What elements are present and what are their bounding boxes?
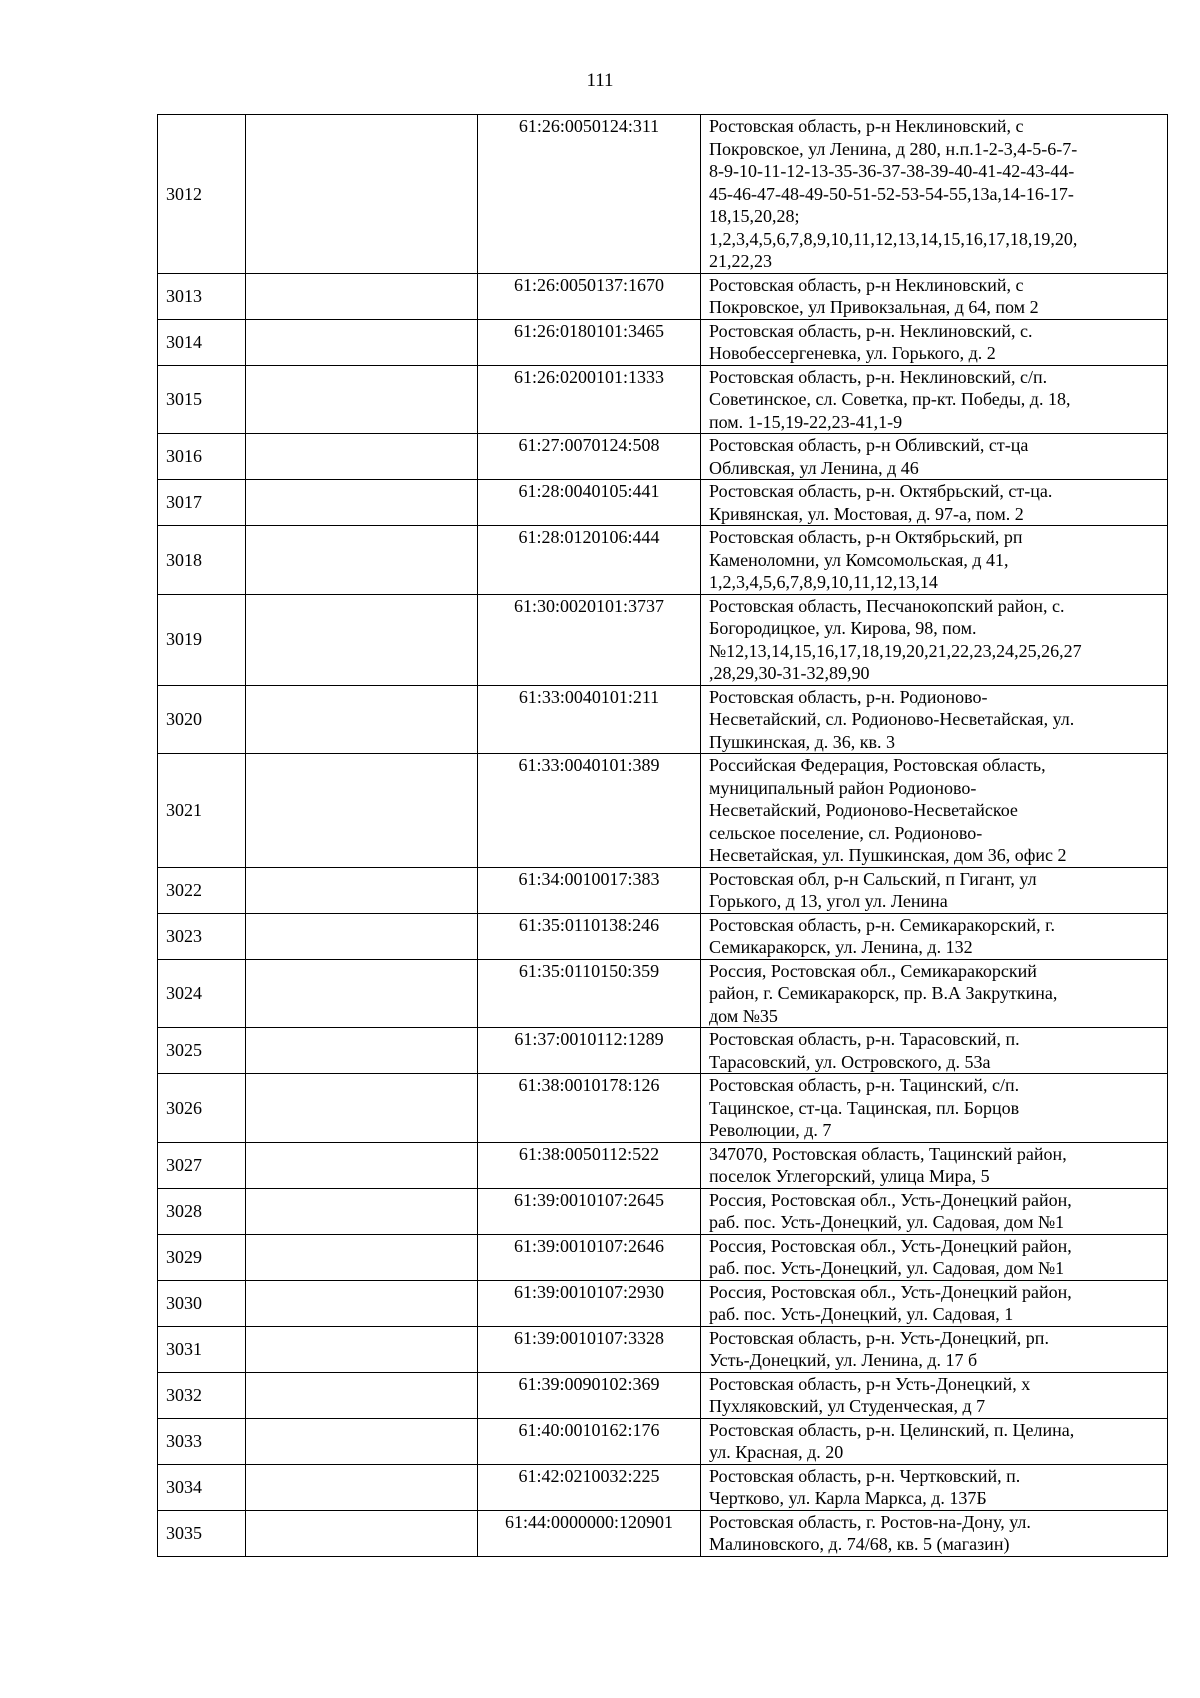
address-cell <box>701 1234 1168 1280</box>
address-cell <box>701 867 1168 913</box>
row-number-cell: 3014 <box>158 319 246 365</box>
cadastral-number-cell: 61:39:0010107:2645 <box>478 1188 701 1234</box>
row-number-cell: 3030 <box>158 1280 246 1326</box>
address-line: поселок Углегорский, улица Мира, 5 <box>709 1166 990 1186</box>
empty-cell <box>246 273 478 319</box>
address-line: Богородицкое, ул. Кирова, 98, пом. <box>709 618 977 638</box>
property-table-body <box>158 115 1168 1557</box>
empty-cell <box>246 480 478 526</box>
cadastral-number-cell: 61:26:0050124:311 <box>478 115 701 274</box>
address-line: Усть-Донецкий, ул. Ленина, д. 17 б <box>709 1350 978 1370</box>
row-number-cell: 3016 <box>158 434 246 480</box>
empty-cell <box>246 526 478 595</box>
address-cell <box>701 1142 1168 1188</box>
address-cell <box>701 1074 1168 1143</box>
cadastral-number-cell: 61:26:0180101:3465 <box>478 319 701 365</box>
table-row <box>158 754 1168 868</box>
table-row <box>158 1234 1168 1280</box>
cadastral-number-cell: 61:35:0110138:246 <box>478 913 701 959</box>
table-row <box>158 913 1168 959</box>
empty-cell <box>246 1280 478 1326</box>
address-line: 21,22,23 <box>709 251 772 271</box>
address-line: Ростовская область, р-н. Целинский, п. Целина, <box>709 1419 1075 1440</box>
address-line: дом №35 <box>709 1005 778 1026</box>
address-line: Ростовская область, р-н Октябрьский, рп <box>709 527 1023 547</box>
cadastral-number-cell: 61:38:0010178:126 <box>478 1074 701 1143</box>
empty-cell <box>246 1028 478 1074</box>
address-cell <box>701 1372 1168 1418</box>
table-row <box>158 1326 1168 1372</box>
row-number-cell: 3017 <box>158 480 246 526</box>
address-cell <box>701 319 1168 365</box>
empty-cell <box>246 959 478 1028</box>
address-cell <box>701 913 1168 959</box>
cadastral-number-cell: 61:34:0010017:383 <box>478 867 701 913</box>
address-cell <box>701 1464 1168 1510</box>
address-line: Советинское, сл. Советка, пр-кт. Победы, д. 18, <box>709 389 1071 409</box>
address-line: Несветайский, сл. Родионово-Несветайская, ул. <box>709 709 1075 729</box>
table-row <box>158 1464 1168 1510</box>
address-line: ,28,29,30-31-32,89,90 <box>709 663 870 683</box>
table-row <box>158 1418 1168 1464</box>
address-cell <box>701 685 1168 754</box>
empty-cell <box>246 115 478 274</box>
table-row <box>158 319 1168 365</box>
address-line: Россия, Ростовская обл., Усть-Донецкий район, <box>709 1281 1072 1302</box>
address-line: Россия, Ростовская обл., Усть-Донецкий район, <box>709 1235 1072 1256</box>
row-number-cell: 3015 <box>158 365 246 434</box>
empty-cell <box>246 594 478 685</box>
empty-cell <box>246 913 478 959</box>
empty-cell <box>246 685 478 754</box>
property-table <box>157 114 1168 1557</box>
address-line: Чертково, ул. Карла Маркса, д. 137Б <box>709 1488 987 1508</box>
table-row <box>158 867 1168 913</box>
address-line: Малиновского, д. 74/68, кв. 5 (магазин) <box>709 1534 1010 1554</box>
table-row <box>158 434 1168 480</box>
address-line: 18,15,20,28; <box>709 206 800 226</box>
row-number-cell: 3025 <box>158 1028 246 1074</box>
cadastral-number-cell: 61:33:0040101:211 <box>478 685 701 754</box>
address-cell <box>701 480 1168 526</box>
address-line: Ростовская область, р-н. Неклиновский, с. <box>709 320 1033 341</box>
row-number-cell: 3024 <box>158 959 246 1028</box>
cadastral-number-cell: 61:28:0120106:444 <box>478 526 701 595</box>
address-line: ул. Красная, д. 20 <box>709 1442 844 1462</box>
empty-cell <box>246 1326 478 1372</box>
address-line: Каменоломни, ул Комсомольская, д 41, <box>709 549 1009 570</box>
cadastral-number-cell: 61:35:0110150:359 <box>478 959 701 1028</box>
address-line: пом. 1-15,19-22,23-41,1-9 <box>709 411 903 432</box>
address-cell <box>701 115 1168 274</box>
address-line: Несветайская, ул. Пушкинская, дом 36, офис 2 <box>709 845 1067 865</box>
address-line: Ростовская область, р-н. Тарасовский, п. <box>709 1029 1020 1049</box>
row-number-cell: 3018 <box>158 526 246 595</box>
address-line: Ростовская область, р-н. Усть-Донецкий, рп. <box>709 1327 1049 1348</box>
address-line: Ростовская область, г. Ростов-на-Дону, ул. <box>709 1511 1031 1532</box>
table-row <box>158 115 1168 274</box>
cadastral-number-cell: 61:37:0010112:1289 <box>478 1028 701 1074</box>
address-line: Революции, д. 7 <box>709 1120 832 1140</box>
table-row <box>158 1188 1168 1234</box>
row-number-cell: 3031 <box>158 1326 246 1372</box>
table-row <box>158 1510 1168 1556</box>
empty-cell <box>246 1464 478 1510</box>
address-line: 1,2,3,4,5,6,7,8,9,10,11,12,13,14 <box>709 572 938 592</box>
address-line: раб. пос. Усть-Донецкий, ул. Садовая, дом №1 <box>709 1258 1065 1278</box>
empty-cell <box>246 365 478 434</box>
address-line: Ростовская область, Песчанокопский район, с. <box>709 595 1065 616</box>
table-row <box>158 1028 1168 1074</box>
row-number-cell: 3013 <box>158 273 246 319</box>
row-number-cell: 3028 <box>158 1188 246 1234</box>
address-line: Ростовская обл, р-н Сальский, п Гигант, ул <box>709 868 1037 889</box>
empty-cell <box>246 754 478 868</box>
empty-cell <box>246 1418 478 1464</box>
address-cell <box>701 754 1168 868</box>
cadastral-number-cell: 61:40:0010162:176 <box>478 1418 701 1464</box>
address-line: Ростовская область, р-н Неклиновский, с <box>709 274 1024 295</box>
cadastral-number-cell: 61:33:0040101:389 <box>478 754 701 868</box>
table-row <box>158 594 1168 685</box>
empty-cell <box>246 434 478 480</box>
address-line: Обливская, ул Ленина, д 46 <box>709 457 919 478</box>
address-cell <box>701 273 1168 319</box>
cadastral-number-cell: 61:27:0070124:508 <box>478 434 701 480</box>
address-line: 347070, Ростовская область, Тацинский район, <box>709 1143 1067 1164</box>
table-row <box>158 480 1168 526</box>
address-line: Покровское, ул Привокзальная, д 64, пом 2 <box>709 297 1039 317</box>
page-number: 111 <box>586 70 614 91</box>
row-number-cell: 3035 <box>158 1510 246 1556</box>
address-cell <box>701 1418 1168 1464</box>
table-row <box>158 526 1168 595</box>
address-line: Новобессергеневка, ул. Горького, д. 2 <box>709 343 996 363</box>
cadastral-number-cell: 61:30:0020101:3737 <box>478 594 701 685</box>
address-line: 8-9-10-11-12-13-35-36-37-38-39-40-41-42-43-44- <box>709 161 1075 181</box>
row-number-cell: 3012 <box>158 115 246 274</box>
address-cell <box>701 1510 1168 1556</box>
address-line: муниципальный район Родионово- <box>709 777 977 798</box>
address-line: Несветайский, Родионово-Несветайское <box>709 800 1018 820</box>
address-line: Семикаракорск, ул. Ленина, д. 132 <box>709 937 973 957</box>
address-cell <box>701 434 1168 480</box>
address-line: район, г. Семикаракорск, пр. В.А Закруткина, <box>709 983 1058 1003</box>
address-line: Покровское, ул Ленина, д 280, н.п.1-2-3,4-5-6-7- <box>709 138 1078 159</box>
address-line: №12,13,14,15,16,17,18,19,20,21,22,23,24,25,26,27 <box>709 640 1082 661</box>
row-number-cell: 3032 <box>158 1372 246 1418</box>
address-line: 1,2,3,4,5,6,7,8,9,10,11,12,13,14,15,16,17,18,19,20, <box>709 228 1078 249</box>
cadastral-number-cell: 61:26:0200101:1333 <box>478 365 701 434</box>
table-row <box>158 959 1168 1028</box>
cadastral-number-cell: 61:44:0000000:120901 <box>478 1510 701 1556</box>
address-line: Пухляковский, ул Студенческая, д 7 <box>709 1396 986 1416</box>
address-cell <box>701 365 1168 434</box>
empty-cell <box>246 1372 478 1418</box>
address-line: Кривянская, ул. Мостовая, д. 97-а, пом. 2 <box>709 503 1024 524</box>
address-cell <box>701 1326 1168 1372</box>
row-number-cell: 3034 <box>158 1464 246 1510</box>
address-line: Ростовская область, р-н. Тацинский, с/п. <box>709 1075 1020 1095</box>
address-cell <box>701 1028 1168 1074</box>
address-cell <box>701 594 1168 685</box>
table-row <box>158 365 1168 434</box>
address-line: раб. пос. Усть-Донецкий, ул. Садовая, 1 <box>709 1304 1014 1324</box>
address-line: Горького, д 13, угол ул. Ленина <box>709 891 948 911</box>
empty-cell <box>246 319 478 365</box>
row-number-cell: 3026 <box>158 1074 246 1143</box>
address-line: Ростовская область, р-н. Родионово- <box>709 686 988 707</box>
address-cell <box>701 1188 1168 1234</box>
row-number-cell: 3022 <box>158 867 246 913</box>
row-number-cell: 3029 <box>158 1234 246 1280</box>
row-number-cell: 3019 <box>158 594 246 685</box>
row-number-cell: 3020 <box>158 685 246 754</box>
address-line: Пушкинская, д. 36, кв. 3 <box>709 731 896 752</box>
address-line: раб. пос. Усть-Донецкий, ул. Садовая, дом №1 <box>709 1212 1065 1232</box>
empty-cell <box>246 1142 478 1188</box>
address-line: сельское поселение, сл. Родионово- <box>709 822 983 843</box>
address-line: Ростовская область, р-н. Чертковский, п. <box>709 1465 1021 1486</box>
address-line: Ростовская область, р-н. Октябрьский, ст-ца. <box>709 481 1053 501</box>
empty-cell <box>246 1074 478 1143</box>
address-line: Тарасовский, ул. Островского, д. 53а <box>709 1051 991 1072</box>
address-cell <box>701 1280 1168 1326</box>
row-number-cell: 3027 <box>158 1142 246 1188</box>
empty-cell <box>246 1188 478 1234</box>
cadastral-number-cell: 61:39:0010107:2646 <box>478 1234 701 1280</box>
table-row <box>158 1280 1168 1326</box>
address-line: 45-46-47-48-49-50-51-52-53-54-55,13а,14-16-17- <box>709 183 1074 204</box>
table-row <box>158 1074 1168 1143</box>
cadastral-number-cell: 61:28:0040105:441 <box>478 480 701 526</box>
empty-cell <box>246 867 478 913</box>
table-row <box>158 1372 1168 1418</box>
cadastral-number-cell: 61:26:0050137:1670 <box>478 273 701 319</box>
table-row <box>158 685 1168 754</box>
address-line: Россия, Ростовская обл., Семикаракорский <box>709 960 1037 981</box>
empty-cell <box>246 1234 478 1280</box>
address-cell <box>701 526 1168 595</box>
address-line: Ростовская область, р-н Усть-Донецкий, х <box>709 1373 1031 1394</box>
cadastral-number-cell: 61:39:0090102:369 <box>478 1372 701 1418</box>
cadastral-number-cell: 61:39:0010107:3328 <box>478 1326 701 1372</box>
table-row <box>158 1142 1168 1188</box>
row-number-cell: 3021 <box>158 754 246 868</box>
cadastral-number-cell: 61:39:0010107:2930 <box>478 1280 701 1326</box>
row-number-cell: 3023 <box>158 913 246 959</box>
address-line: Ростовская область, р-н. Семикаракорский, г. <box>709 914 1055 935</box>
address-line: Российская Федерация, Ростовская область, <box>709 755 1046 775</box>
address-line: Тацинское, ст-ца. Тацинская, пл. Борцов <box>709 1097 1020 1118</box>
cadastral-number-cell: 61:38:0050112:522 <box>478 1142 701 1188</box>
cadastral-number-cell: 61:42:0210032:225 <box>478 1464 701 1510</box>
address-line: Ростовская область, р-н Обливский, ст-ца <box>709 435 1029 455</box>
empty-cell <box>246 1510 478 1556</box>
address-line: Россия, Ростовская обл., Усть-Донецкий район, <box>709 1189 1072 1210</box>
address-line: Ростовская область, р-н Неклиновский, с <box>709 116 1024 136</box>
address-line: Ростовская область, р-н. Неклиновский, с/п. <box>709 366 1048 387</box>
row-number-cell: 3033 <box>158 1418 246 1464</box>
table-row <box>158 273 1168 319</box>
address-cell <box>701 959 1168 1028</box>
